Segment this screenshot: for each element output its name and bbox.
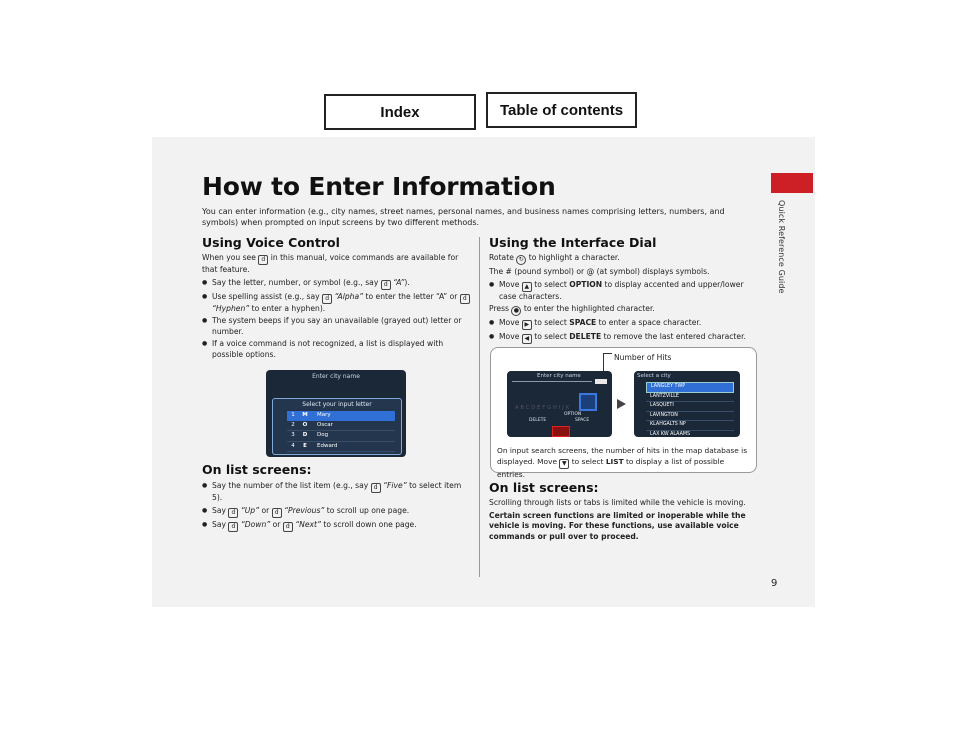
city-list-screen-image (634, 371, 740, 437)
voice-lead: When you see (202, 253, 256, 262)
move-right-icon: ▶ (522, 320, 532, 330)
city-list-item: LAX KW ALAAMS (646, 431, 734, 438)
voice-popup (272, 398, 402, 455)
number-of-hits-label: Number of Hits (614, 353, 672, 362)
callout-caption (497, 445, 752, 480)
voice-option-word: Edward (317, 442, 338, 449)
move-up-icon: ▲ (522, 282, 532, 292)
voice-option-letter: O (302, 421, 308, 428)
voice-icon: d (258, 255, 268, 265)
voice-bullet-1: ● Say the letter, number, or symbol (e.g., say d “A”). (202, 278, 472, 290)
voice-popup-title: Select your input letter (302, 401, 372, 408)
hits-counter (595, 379, 607, 384)
voice-bullet-4: ● If a voice command is not recognized, a list is displayed with possible options. (202, 339, 472, 360)
column-divider (479, 237, 480, 577)
input-field-line (512, 381, 592, 382)
dial-bullet-2: ● Move ▶ to select SPACE to enter a space character. (489, 318, 759, 330)
dial-symbols-line: The # (pound symbol) or @ (at symbol) displays symbols. (489, 267, 710, 276)
list-left-bullet-3: ● Say d “Down” or d “Next” to scroll down one page. (202, 520, 472, 532)
voice-screen-title: Enter city name (312, 373, 360, 380)
voice-option-letter: E (303, 442, 307, 449)
input-screen-image (507, 371, 612, 437)
voice-heading: Using Voice Control (202, 235, 340, 250)
voice-option-number: 1 (291, 412, 295, 418)
voice-option-number: 4 (291, 442, 295, 449)
table-of-contents-button[interactable]: Table of contents (486, 92, 637, 128)
voice-bullet-2: ● Use spelling assist (e.g., say d “Alpha” to enter the letter “A” or d “Hyphen” to enter a hyphen). (202, 292, 472, 315)
voice-icon: d (283, 522, 293, 532)
voice-option-letter: M (302, 412, 308, 418)
list-left-bullet-1: ● Say the number of the list item (e.g., say d “Five” to select item 5). (202, 481, 472, 504)
city-list-item: LANGLEY TWP (646, 382, 734, 393)
page-title: How to Enter Information (202, 172, 556, 201)
move-left-icon: ◀ (522, 334, 532, 344)
delete-label: DELETE (529, 418, 547, 423)
voice-option-word: Mary (317, 412, 331, 418)
voice-icon: d (371, 483, 381, 493)
dial-bullet-1: ● Move ▲ to select OPTION to display accented and upper/lower case characters. (489, 280, 759, 303)
space-label: SPACE (575, 418, 590, 423)
move-down-icon: ▼ (559, 459, 569, 469)
voice-option-word: Dog (317, 432, 329, 438)
voice-icon: d (228, 522, 238, 532)
voice-icon: d (322, 294, 332, 304)
list-heading-right: On list screens: (489, 480, 599, 495)
voice-icon: d (460, 294, 470, 304)
voice-option-row (287, 442, 395, 453)
city-list-item: LAVINGTON (646, 412, 734, 422)
voice-option-row (287, 411, 395, 421)
city-list-item: KLAHGALTS NP (646, 421, 734, 431)
list-highlight (552, 426, 570, 437)
arrow-right-icon (617, 399, 626, 409)
highlighted-letter (579, 393, 597, 411)
voice-option-number: 3 (291, 432, 295, 438)
voice-section (202, 253, 472, 363)
dial-letters: ABCDEFGHIJK (515, 405, 572, 411)
voice-icon: d (381, 280, 391, 290)
city-list-item: LANTZVILLE (646, 393, 734, 403)
section-tab (771, 173, 813, 193)
input-screen-title: Enter city name (537, 373, 581, 379)
list-right-para-1: Scrolling through lists or tabs is limited while the vehicle is moving. (489, 498, 746, 507)
intro-text: You can enter information (e.g., city names, street names, personal names, and business names comprising letters, numbers, and symbols) when prompted on input screens by two different methods. (202, 207, 725, 227)
dial-bullet-3: ● Move ◀ to select DELETE to remove the last entered character. (489, 332, 759, 344)
page-number: 9 (771, 578, 778, 589)
list-section-right (489, 498, 761, 544)
list-right-para-2: Certain screen functions are limited or inoperable while the vehicle is moving. For these functions, use available voice commands or pull over to proceed. (489, 510, 746, 541)
voice-icon: d (272, 508, 282, 518)
voice-option-number: 2 (291, 421, 295, 428)
caption-line-2: displayed. Move ▼ to select LIST to display a list of possible entries. (497, 457, 725, 479)
index-button[interactable]: Index (324, 94, 476, 130)
voice-option-row (287, 421, 395, 432)
list-heading-left: On list screens: (202, 462, 312, 477)
rotate-dial-icon: ↻ (516, 255, 526, 265)
voice-option-row (287, 431, 395, 442)
callout-leader-tick (603, 353, 612, 354)
voice-option-word: Oscar (317, 421, 333, 428)
caption-line-1: On input search screens, the number of hits in the map database is (497, 446, 748, 455)
voice-option-letter: D (302, 432, 308, 438)
voice-icon: d (228, 508, 238, 518)
voice-bullet-3: ● The system beeps if you say an unavailable (grayed out) letter or number. (202, 316, 472, 337)
dial-heading: Using the Interface Dial (489, 235, 657, 250)
press-dial-icon: ● (511, 306, 521, 316)
list-left-bullet-2: ● Say d “Up” or d “Previous” to scroll up one page. (202, 506, 472, 518)
voice-lead-rest: in this manual, voice commands are available for that feature. (202, 253, 459, 274)
city-list-title: Select a city (637, 373, 671, 379)
voice-screen-image (266, 370, 406, 457)
city-list-item: LASQUETI (646, 402, 734, 412)
section-label: Quick Reference Guide (777, 200, 786, 294)
list-section-left (202, 481, 472, 534)
dial-section: Rotate ↻ to highlight a character. The # (pound symbol) or @ (at symbol) displays symbols. ● Move ▲ to select OPTION to display accented and upper/lower case characters. Press ● to enter the highlighted character. ● Move ▶ to select SPACE to enter a space character. ● Move ◀ to select DELETE to remove the last entered character. (489, 253, 759, 346)
option-label: OPTION (564, 412, 582, 417)
